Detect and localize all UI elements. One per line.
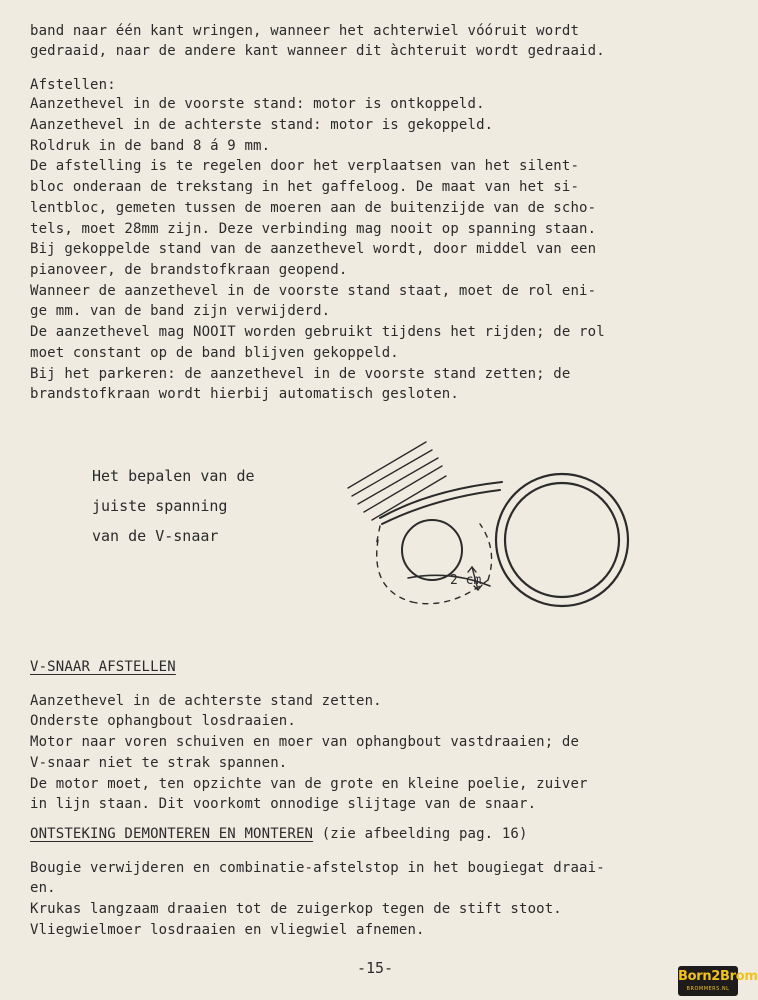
text-line: V-snaar niet te strak spannen. — [30, 755, 288, 771]
text-line: Motor naar voren schuiven en moer van ophangbout vastdraaien; de — [30, 734, 580, 750]
page-number: -15- — [356, 959, 394, 977]
text-line: Vliegwielmoer losdraaien en vliegwiel afnemen. — [30, 922, 425, 938]
text-line: pianoveer, de brandstofkraan geopend. — [30, 262, 348, 278]
text-line: Roldruk in de band 8 á 9 mm. — [30, 138, 271, 154]
v-belt-diagram — [340, 440, 640, 620]
text-line: bloc onderaan de trekstang in het gaffeloog. De maat van het si- — [30, 179, 580, 195]
text-line: moet constant op de band blijven gekoppeld. — [30, 345, 399, 361]
section-heading-ontsteking — [30, 825, 726, 843]
belt-top-line — [380, 482, 502, 518]
born2brom-logo — [678, 966, 758, 996]
small-pulley — [402, 520, 462, 580]
text-line: ge mm. van de band zijn verwijderd. — [30, 303, 331, 319]
section-heading-note: (zie afbeelding pag. 16) — [313, 826, 528, 842]
text-line: De motor moet, ten opzichte van de grote en kleine poelie, zuiver — [30, 776, 588, 792]
text-line: Aanzethevel in de voorste stand: motor is ontkoppeld. — [30, 96, 485, 112]
text-line: Bougie verwijderen en combinatie-afstelstop in het bougiegat draai- — [30, 860, 605, 876]
text-line: band naar één kant wringen, wanneer het achterwiel vóóruit wordt — [30, 23, 580, 39]
text-line: De afstelling is te regelen door het verplaatsen van het silent- — [30, 158, 580, 174]
text-line: in lijn staan. Dit voorkomt onnodige slijtage van de snaar. — [30, 796, 537, 812]
text-line: lentbloc, gemeten tussen de moeren aan de buitenzijde van de scho- — [30, 200, 597, 216]
hatch-line — [348, 442, 426, 488]
text-line: Onderste ophangbout losdraaien. — [30, 713, 296, 729]
logo-subtext: BROMMERS.NL — [686, 986, 730, 992]
text-line: Krukas langzaam draaien tot de zuigerkop tegen de stift stoot. — [30, 901, 562, 917]
text-line: Aanzethevel in de achterste stand: motor is gekoppeld. — [30, 117, 494, 133]
subheading-afstellen: Afstellen: — [30, 77, 116, 93]
measurement-label: 2 cm — [450, 573, 482, 588]
text-line: brandstofkraan wordt hierbij automatisch gesloten. — [30, 386, 459, 402]
large-pulley-inner — [505, 483, 619, 597]
hatch-line — [372, 476, 446, 520]
figure-caption-line: Het bepalen van de — [92, 467, 255, 485]
section-heading-text: ONTSTEKING DEMONTEREN EN MONTEREN — [30, 826, 314, 842]
belt-top-line — [382, 490, 500, 524]
logo-text: Born2Brom — [678, 969, 758, 984]
text-line: en. — [30, 880, 56, 896]
hatch-line — [352, 450, 432, 496]
dashed-belt-path — [480, 524, 492, 580]
figure-caption-line: juiste spanning — [92, 497, 228, 515]
text-line: Aanzethevel in de achterste stand zetten. — [30, 693, 382, 709]
text-line: tels, moet 28mm zijn. Deze verbinding mag nooit op spanning staan. — [30, 221, 597, 237]
text-line: Bij het parkeren: de aanzethevel in de voorste stand zetten; de — [30, 366, 571, 382]
text-line: Wanneer de aanzethevel in de voorste stand staat, moet de rol eni- — [30, 283, 597, 299]
text-line: Bij gekoppelde stand van de aanzethevel wordt, door middel van een — [30, 241, 597, 257]
large-pulley-outer — [496, 474, 628, 606]
figure-caption-line: van de V-snaar — [92, 527, 219, 545]
text-line: De aanzethevel mag NOOIT worden gebruikt tijdens het rijden; de rol — [30, 324, 605, 340]
section-heading-v-snaar: V-SNAAR AFSTELLEN — [30, 659, 176, 675]
text-line: gedraaid, naar de andere kant wanneer dit àchteruit wordt gedraaid. — [30, 43, 605, 59]
dashed-belt-path — [377, 540, 412, 602]
